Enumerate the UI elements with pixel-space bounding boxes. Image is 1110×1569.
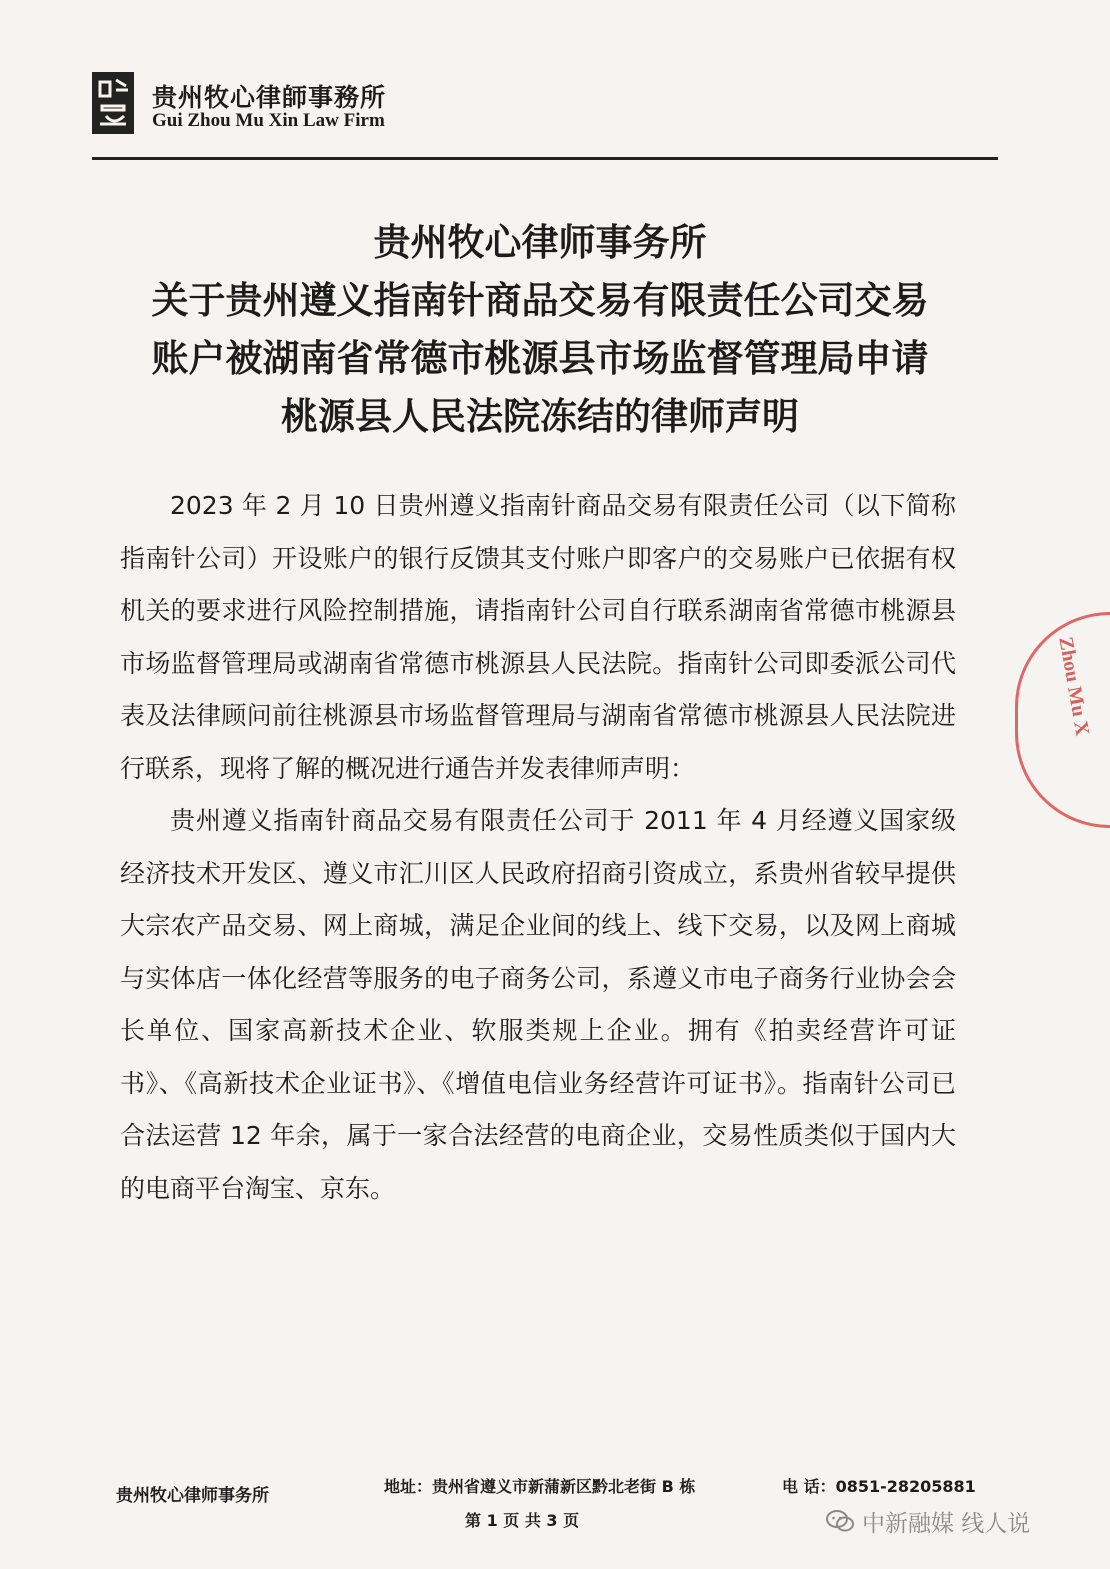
title-line: 贵州牧心律师事务所 [373,221,707,264]
watermark-text: 中新融媒 线人说 [862,1510,1031,1537]
header-divider [92,157,998,160]
title-line: 桃源县人民法院冻结的律师声明 [281,395,799,438]
statement-title [80,214,1000,446]
statement-body [120,480,956,1215]
firm-name-cn: 贵州牧心律師事務所 [152,83,387,112]
paragraph-1: 2023 年 2 月 10 日贵州遵义指南针商品交易有限责任公司（以下简称指南针公司）开设账户的银行反馈其支付账户即客户的交易账户已依据有权机关的要求进行风险控制措施，请指南针公司自行联系湖南省常德市桃源县市场监督管理局或湖南省常德市桃源县人民法院。指南针公司即委派公司代表及法律顾问前往桃源县市场监督管理局与湖南省常德市桃源县人民法院进行联系，现将了解的概况进行通告并发表律师声明： [120,491,956,783]
title-line: 账户被湖南省常德市桃源县市场监督管理局申请 [151,337,929,380]
wechat-icon [826,1509,854,1533]
official-seal [1015,612,1110,828]
watermark [826,1504,1030,1538]
seal-text: Zhou Mu X [1054,635,1094,738]
footer-phone: 电 话：0851-28205881 [782,1477,976,1496]
footer-firm: 贵州牧心律师事务所 [116,1486,269,1506]
page-number: 第 1 页 共 3 页 [465,1511,580,1530]
firm-name-en: Gui Zhou Mu Xin Law Firm [152,110,385,131]
paragraph-2: 贵州遵义指南针商品交易有限责任公司于 2011 年 4 月经遵义国家级经济技术开发区、遵义市汇川区人民政府招商引资成立，系贵州省较早提供大宗农产品交易、网上商城，满足企业间的线上、线下交易，以及网上商城与实体店一体化经营等服务的电子商务公司，系遵义市电子商务行业协会会长单位、国家高新技术企业、软服类规上企业。拥有《拍卖经营许可证书》、《高新技术企业证书》、《增值电信业务经营许可证书》。指南针公司已合法运营 12 年余，属于一家合法经营的电商企业，交易性质类似于国内大的电商平台淘宝、京东。 [120,806,956,1203]
title-line: 关于贵州遵义指南针商品交易有限责任公司交易 [151,279,929,322]
footer-address: 地址：贵州省遵义市新蒲新区黔北老街 B 栋 [384,1477,696,1496]
firm-logo-icon [92,72,134,134]
